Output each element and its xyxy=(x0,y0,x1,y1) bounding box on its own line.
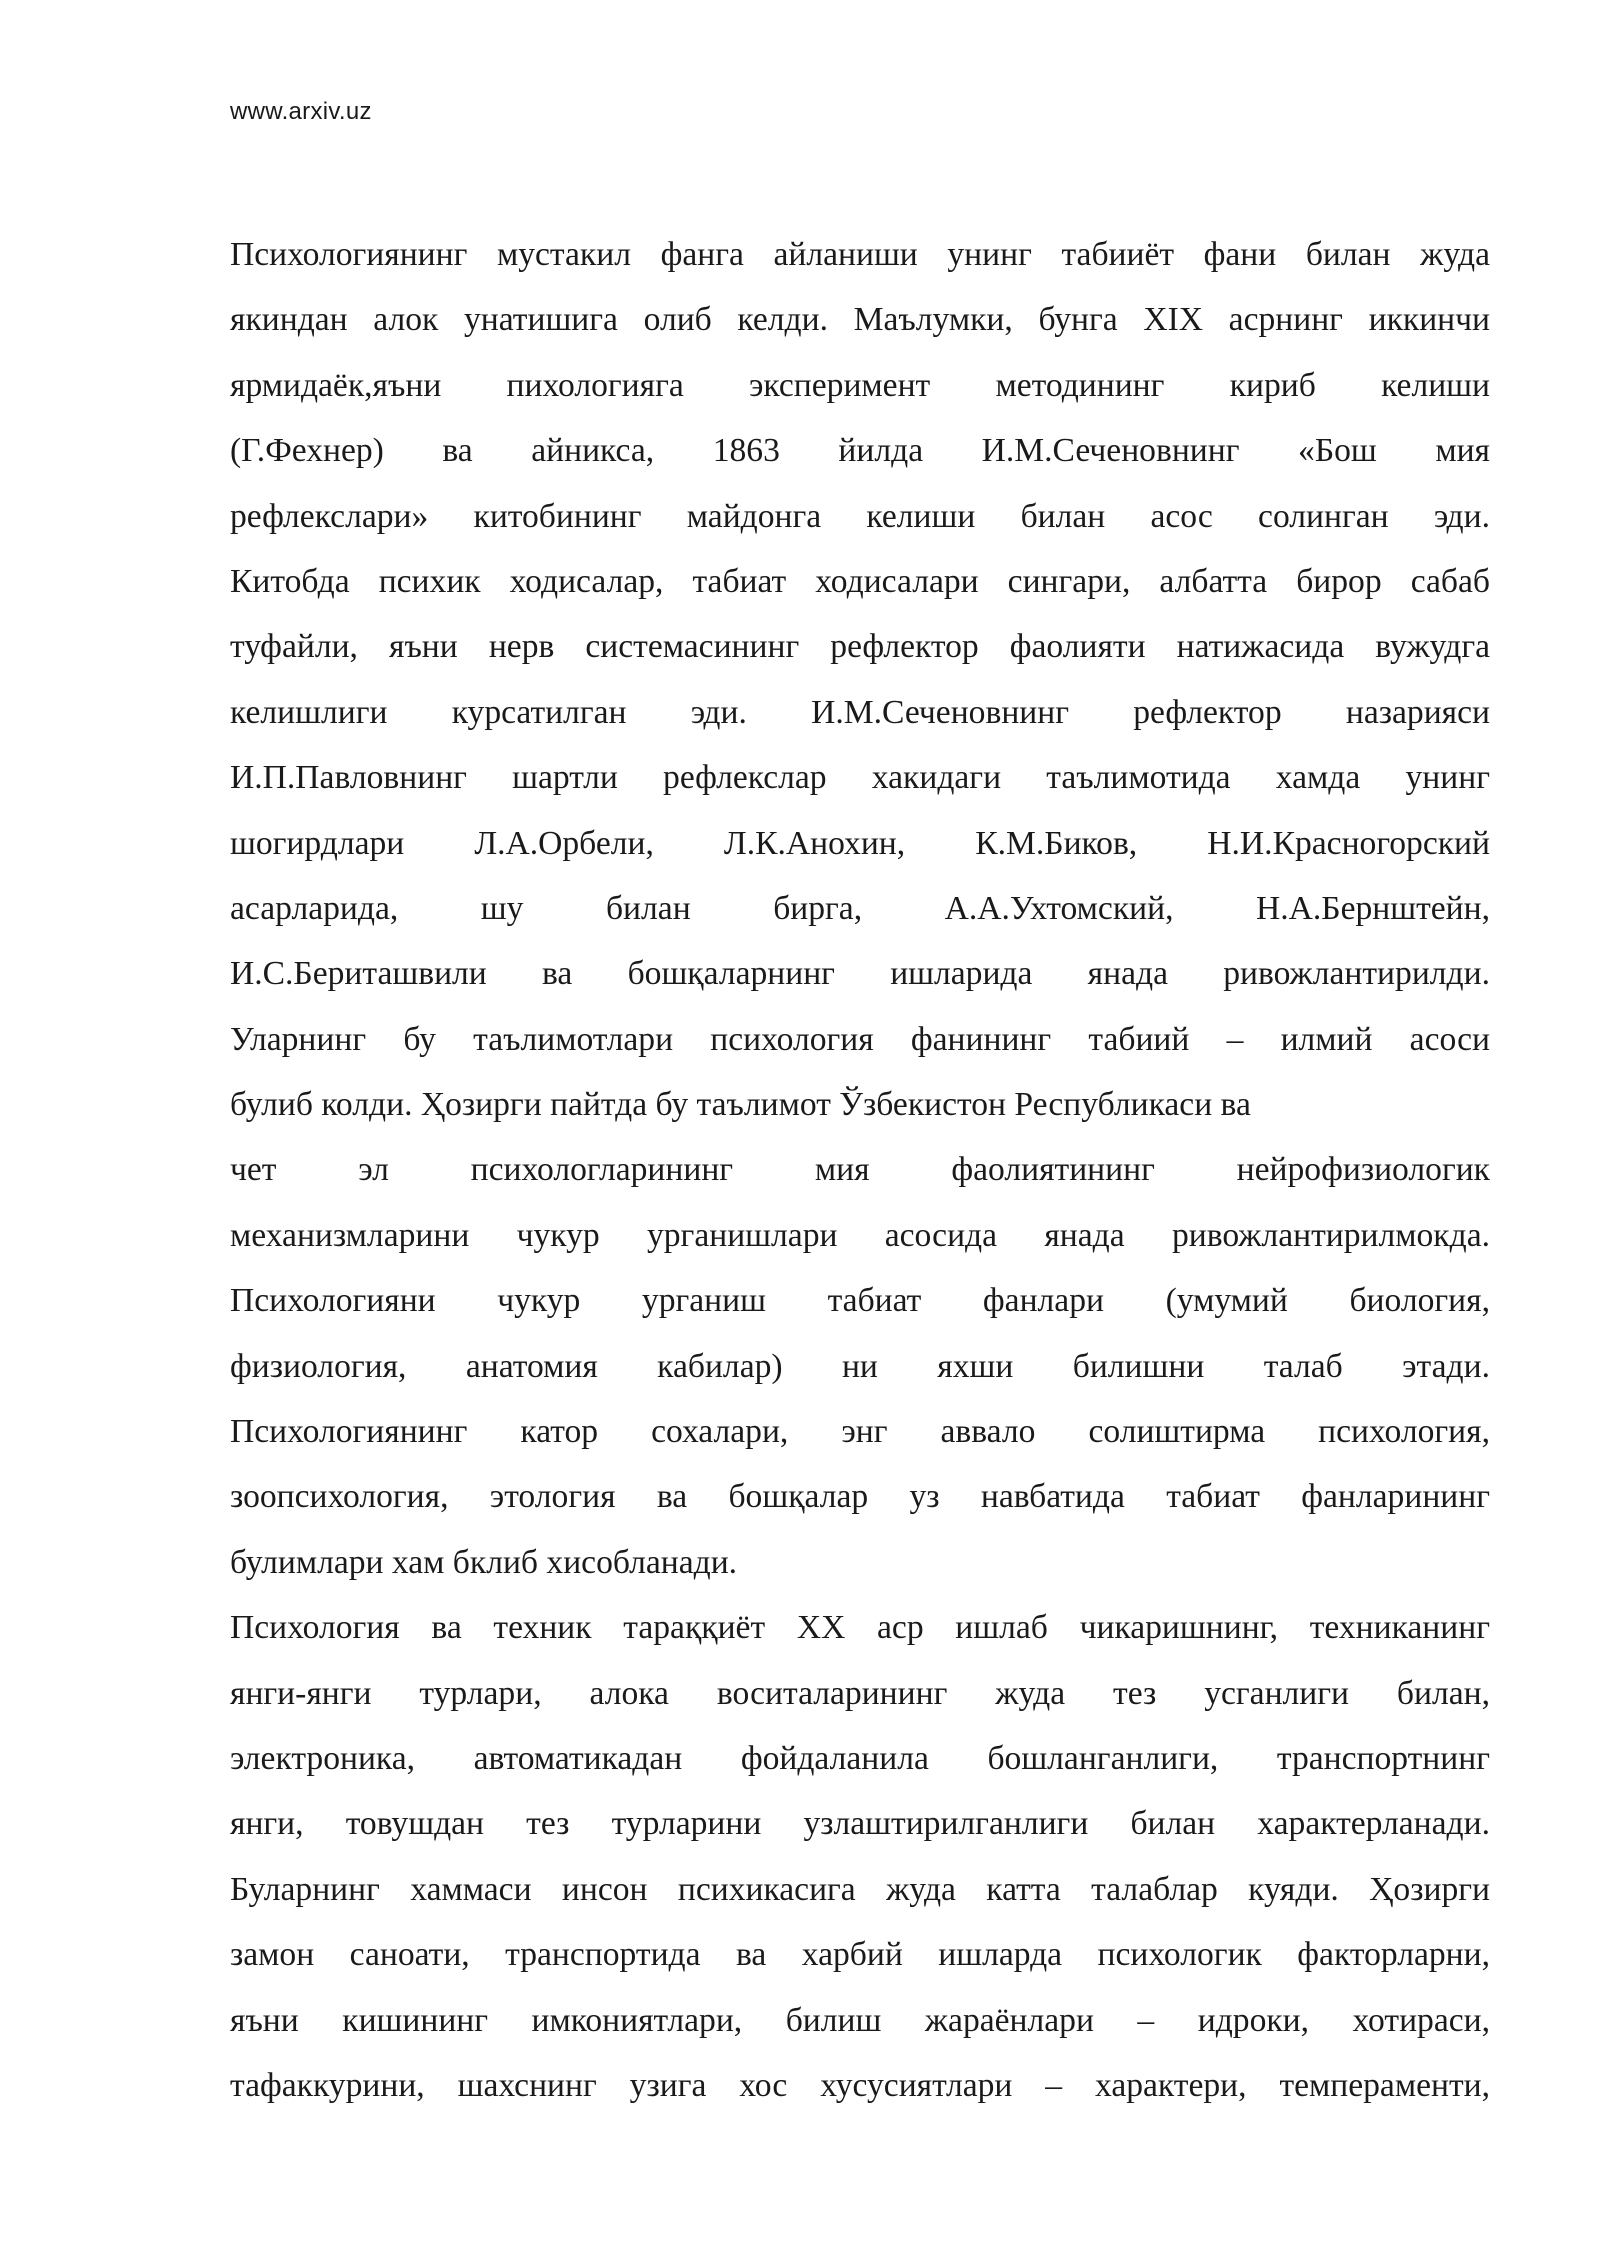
text-line: Китобда психик ходисалар, табиат ходисалари сингари, албатта бирор сабаб xyxy=(230,562,1490,600)
document-body-text xyxy=(230,222,1490,2118)
text-line: булимлари хам бклиб хисобланади. xyxy=(230,1543,738,1581)
text-line: тафаккурини, шахснинг узига хос хусусиятлари – характери, темпераменти, xyxy=(230,2066,1490,2104)
text-line: янги, товушдан тез турларини узлаштирилганлиги билан характерланади. xyxy=(230,1805,1490,1843)
text-line: физиология, анатомия кабилар) ни яхши билишни талаб этади. xyxy=(230,1347,1490,1385)
text-line: булиб колди. Ҳозирги пайтда бу таълимот Ўзбекистон Республикаси ва xyxy=(230,1086,1251,1124)
text-line: чет эл психологларининг мия фаолиятининг нейрофизиологик xyxy=(230,1151,1490,1189)
text-line: замон саноати, транспортида ва харбий ишларда психологик факторларни, xyxy=(230,1936,1490,1974)
text-line: Уларнинг бу таълимотлари психология фанининг табиий – илмий асоси xyxy=(230,1020,1490,1058)
text-line: янги-янги турлари, алока воситаларининг жуда тез усганлиги билан, xyxy=(230,1674,1490,1712)
text-line: Буларнинг хаммаси инсон психикасига жуда катта талаблар куяди. Ҳозирги xyxy=(230,1870,1490,1908)
text-line: И.С.Бериташвили ва бошқаларнинг ишларида янада ривожлантирилди. xyxy=(230,955,1490,993)
site-header-url: www.arxiv.uz xyxy=(230,98,372,125)
text-line: яъни кишининг имкониятлари, билиш жараёнлари – идроки, хотираси, xyxy=(230,2001,1490,2039)
text-line: Психологияни чукур урганиш табиат фанлари (умумий биология, xyxy=(230,1282,1490,1320)
text-line: шогирдлари Л.А.Орбели, Л.К.Анохин, К.М.Биков, Н.И.Красногорский xyxy=(230,824,1490,862)
text-line: рефлекслари» китобининг майдонга келиши билан асос солинган эди. xyxy=(230,497,1490,535)
text-line: Психологиянинг катор сохалари, энг аввало солиштирма психология, xyxy=(230,1413,1490,1451)
text-line: келишлиги курсатилган эди. И.М.Сеченовнинг рефлектор назарияси xyxy=(230,693,1490,731)
text-line: зоопсихология, этология ва бошқалар уз навбатида табиат фанларининг xyxy=(230,1478,1490,1516)
text-line: И.П.Павловнинг шартли рефлекслар хакидаги таълимотида хамда унинг xyxy=(230,759,1490,797)
text-line: асарларида, шу билан бирга, А.А.Ухтомский, Н.А.Бернштейн, xyxy=(230,889,1490,927)
text-line: Психологиянинг мустакил фанга айланиши унинг табииёт фани билан жуда xyxy=(230,236,1490,273)
text-line: электроника, автоматикадан фойдаланила бошланганлиги, транспортнинг xyxy=(230,1739,1490,1777)
text-line: механизмларини чукур урганишлари асосида янада ривожлантирилмокда. xyxy=(230,1216,1490,1254)
text-line: Психология ва техник тараққиёт XX аср ишлаб чикаришнинг, техниканинг xyxy=(230,1609,1490,1647)
text-line: туфайли, яъни нерв системасининг рефлектор фаолияти натижасида вужудга xyxy=(230,628,1490,666)
text-line: якиндан алок унатишига олиб келди. Маълумки, бунга XIX асрнинг иккинчи xyxy=(230,301,1490,339)
text-line: ярмидаёк,яъни пихологияга эксперимент методининг кириб келиши xyxy=(230,366,1490,404)
text-line: (Г.Фехнер) ва айникса, 1863 йилда И.М.Сеченовнинг «Бош мия xyxy=(230,432,1490,470)
